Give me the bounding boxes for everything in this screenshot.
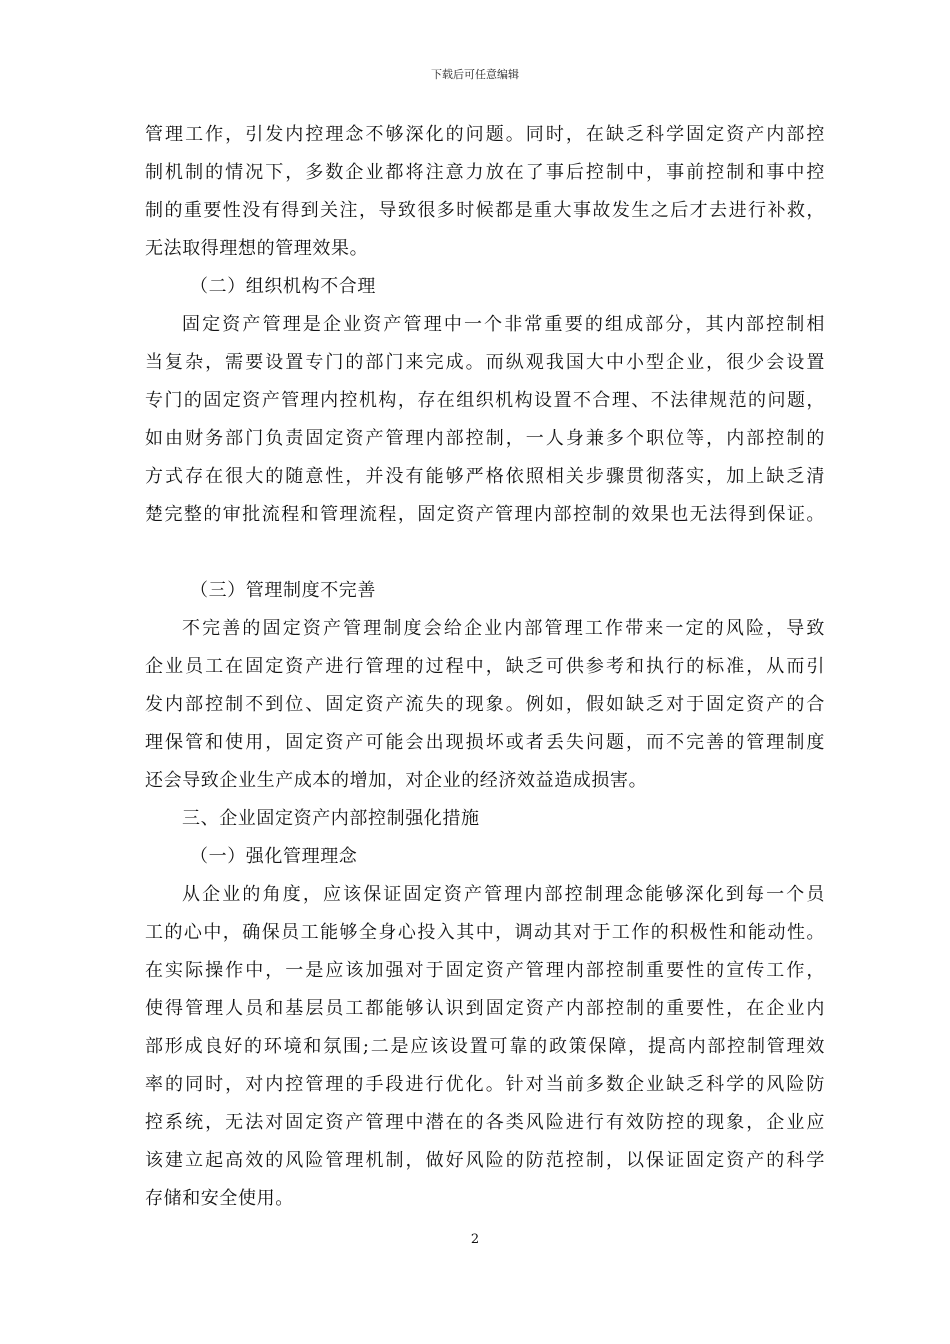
paragraph-line: 存储和安全使用。 <box>145 1188 294 1209</box>
paragraph-line: 部形成良好的环境和氛围;二是应该设置可靠的政策保障，提高内部控制管理效 <box>145 1036 825 1057</box>
paragraph-line: 如由财务部门负责固定资产管理内部控制，一人身兼多个职位等，内部控制的 <box>145 428 825 449</box>
blank-line <box>145 534 825 572</box>
paragraph-line: 发内部控制不到位、固定资产流失的现象。例如，假如缺乏对于固定资产的合 <box>145 694 825 715</box>
page-number: 2 <box>470 1232 480 1247</box>
paragraph-line: 从企业的角度，应该保证固定资产管理内部控制理念能够深化到每一个员 <box>182 884 825 905</box>
paragraph-line: 企业员工在固定资产进行管理的过程中，缺乏可供参考和执行的标准，从而引 <box>145 656 825 677</box>
section-heading: （二）组织机构不合理 <box>190 276 376 297</box>
paragraph-line: 管理工作，引发内控理念不够深化的问题。同时，在缺乏科学固定资产内部控 <box>145 124 825 145</box>
paragraph-line: 理保管和使用，固定资产可能会出现损坏或者丢失问题，而不完善的管理制度 <box>145 732 825 753</box>
page-header: 下载后可任意编辑 <box>431 68 519 81</box>
paragraph-line: 该建立起高效的风险管理机制，做好风险的防范控制，以保证固定资产的科学 <box>145 1150 825 1171</box>
paragraph-line: 固定资产管理是企业资产管理中一个非常重要的组成部分，其内部控制相 <box>182 314 825 335</box>
paragraph-line: 方式存在很大的随意性，并没有能够严格依照相关步骤贯彻落实，加上缺乏清 <box>145 466 825 487</box>
paragraph-line: 无法取得理想的管理效果。 <box>145 238 369 259</box>
paragraph-line: 制机制的情况下，多数企业都将注意力放在了事后控制中，事前控制和事中控 <box>145 162 825 183</box>
paragraph-line: 控系统，无法对固定资产管理中潜在的各类风险进行有效防控的现象，企业应 <box>145 1112 825 1133</box>
paragraph-line: 当复杂，需要设置专门的部门来完成。而纵观我国大中小型企业，很少会设置 <box>145 352 825 373</box>
document-body <box>145 116 825 1218</box>
paragraph-line: 专门的固定资产管理内控机构，存在组织机构设置不合理、不法律规范的问题， <box>145 390 825 411</box>
paragraph-line: 不完善的固定资产管理制度会给企业内部管理工作带来一定的风险，导致 <box>182 618 825 639</box>
paragraph-line: 使得管理人员和基层员工都能够认识到固定资产内部控制的重要性，在企业内 <box>145 998 825 1019</box>
paragraph-line: 工的心中，确保员工能够全身心投入其中，调动其对于工作的积极性和能动性。 <box>145 922 825 943</box>
paragraph-line: 楚完整的审批流程和管理流程，固定资产管理内部控制的效果也无法得到保证。 <box>145 504 825 525</box>
paragraph-line: 制的重要性没有得到关注，导致很多时候都是重大事故发生之后才去进行补救， <box>145 200 825 221</box>
section-heading: （一）强化管理理念 <box>190 846 358 867</box>
paragraph-line: 还会导致企业生产成本的增加，对企业的经济效益造成损害。 <box>145 770 648 791</box>
paragraph-line: 在实际操作中，一是应该加强对于固定资产管理内部控制重要性的宣传工作， <box>145 960 825 981</box>
section-heading: （三）管理制度不完善 <box>190 580 376 601</box>
chapter-heading: 三、企业固定资产内部控制强化措施 <box>182 808 480 829</box>
paragraph-line: 率的同时，对内控管理的手段进行优化。针对当前多数企业缺乏科学的风险防 <box>145 1074 825 1095</box>
